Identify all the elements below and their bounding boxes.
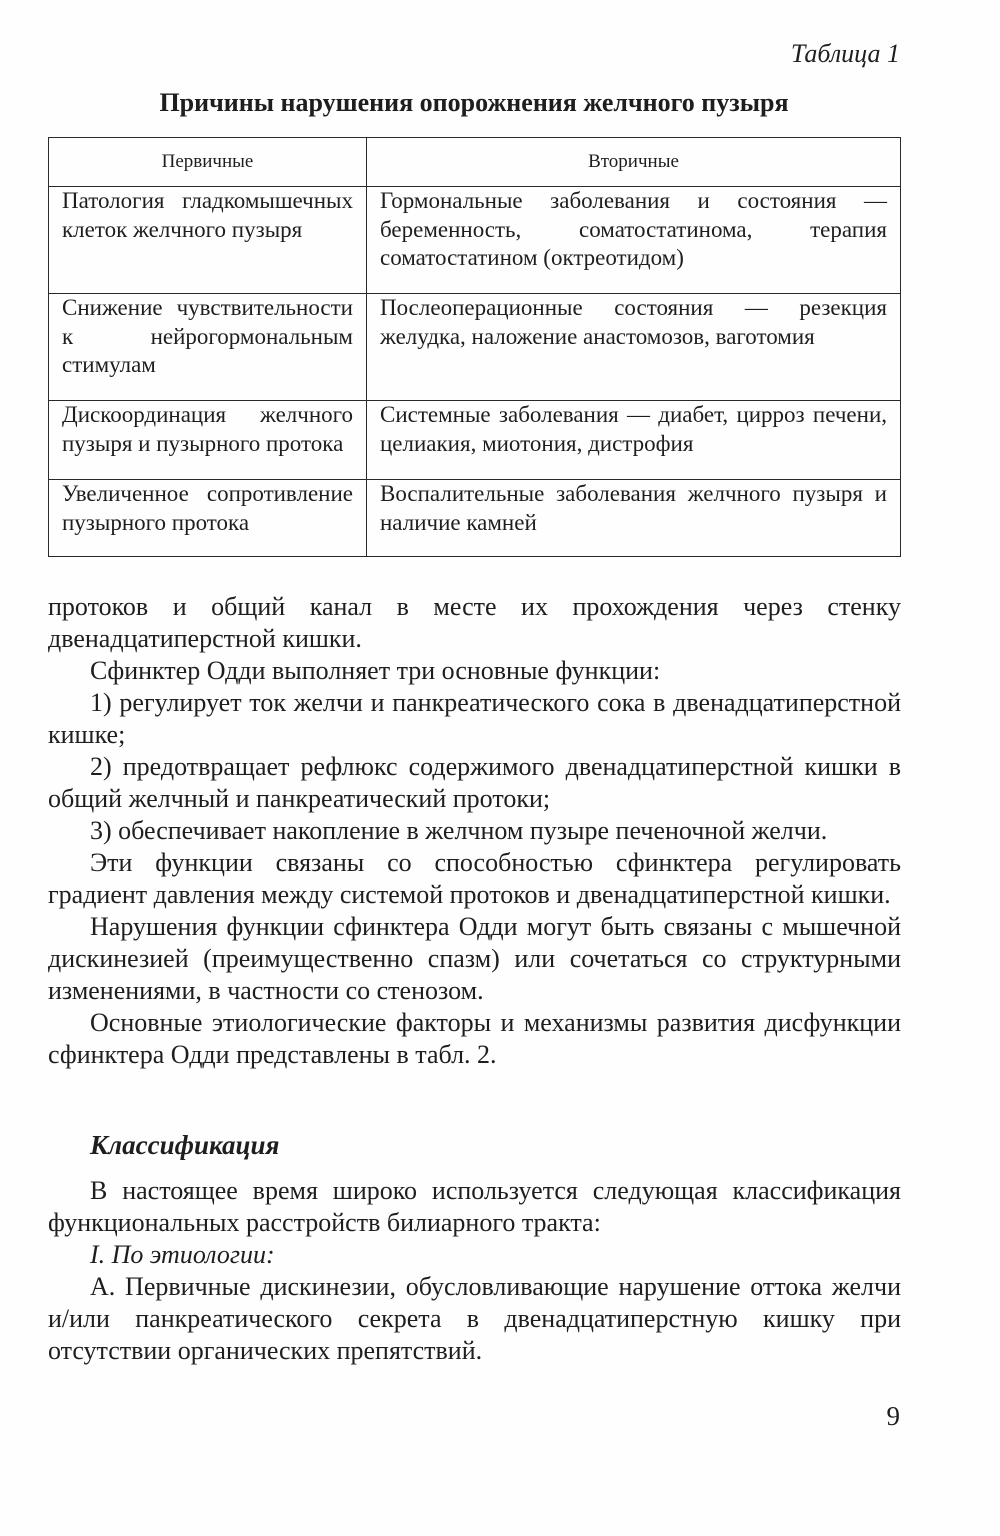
page-number: 9 [886, 1401, 900, 1431]
body-text [48, 591, 901, 1071]
causes-table [48, 137, 901, 557]
table-row [49, 480, 901, 557]
paragraph: протоков и общий канал в месте их прохождения через стенку двенадцатиперстной кишки. [48, 592, 901, 653]
table-title: Причины нарушения опорожнения желчного пузыря [159, 88, 789, 117]
list-item: 3) обеспечивает накопление в желчном пузыре печеночной желчи. [90, 816, 828, 845]
table-cell-secondary: Гормональные заболевания и состояния — беременность, соматостатинома, терапия соматостатином (октреотидом) [367, 187, 901, 294]
paragraph: В настоящее время широко используется следующая классификация функциональных расстройств билиарного тракта: [48, 1176, 901, 1237]
paragraph: Эти функции связаны со способностью сфинктера регулировать градиент давления между системой протоков и двенадцатиперстной кишки. [48, 848, 901, 909]
table-label: Таблица 1 [790, 39, 900, 68]
table-cell-primary: Увеличенное сопротивление пузырного протока [49, 480, 367, 557]
table-row [49, 401, 901, 480]
table-header-primary: Первичные [49, 138, 367, 187]
paragraph: А. Первичные дискинезии, обусловливающие нарушение оттока желчи и/или панкреатического секрета в двенадцатиперстную кишку при отсутствии органических препятствий. [48, 1272, 901, 1365]
list-item: 2) предотвращает рефлюкс содержимого двенадцатиперстной кишки в общий желчный и панкреатический протоки; [48, 752, 901, 813]
list-item: 1) регулирует ток желчи и панкреатического сока в двенадцатиперстной кишке; [48, 688, 901, 749]
section-body [48, 1175, 901, 1367]
table-row [49, 294, 901, 401]
table-cell-primary: Снижение чувствительности к нейрогормональным стимулам [49, 294, 367, 401]
table-cell-primary: Дискоординация желчного пузыря и пузырного протока [49, 401, 367, 480]
subheading: I. По этиологии: [90, 1240, 275, 1269]
table-cell-primary: Патология гладкомышечных клеток желчного пузыря [49, 187, 367, 294]
table-cell-secondary: Воспалительные заболевания желчного пузыря и наличие камней [367, 480, 901, 557]
section-heading: Классификация [90, 1130, 280, 1160]
paragraph: Основные этиологические факторы и механизмы развития дисфункции сфинктера Одди представлены в табл. 2. [48, 1008, 901, 1069]
paragraph: Нарушения функции сфинктера Одди могут быть связаны с мышечной дискинезией (преимущественно спазм) или сочетаться со структурными изменениями, в частности со стенозом. [48, 912, 901, 1005]
paragraph: Сфинктер Одди выполняет три основные функции: [90, 656, 661, 685]
table-cell-secondary: Послеоперационные состояния — резекция желудка, наложение анастомозов, ваготомия [367, 294, 901, 401]
table-header-row [49, 138, 901, 187]
table-cell-secondary: Системные заболевания — диабет, цирроз печени, целиакия, миотония, дистрофия [367, 401, 901, 480]
table-header-secondary: Вторичные [367, 138, 901, 187]
table-row [49, 187, 901, 294]
